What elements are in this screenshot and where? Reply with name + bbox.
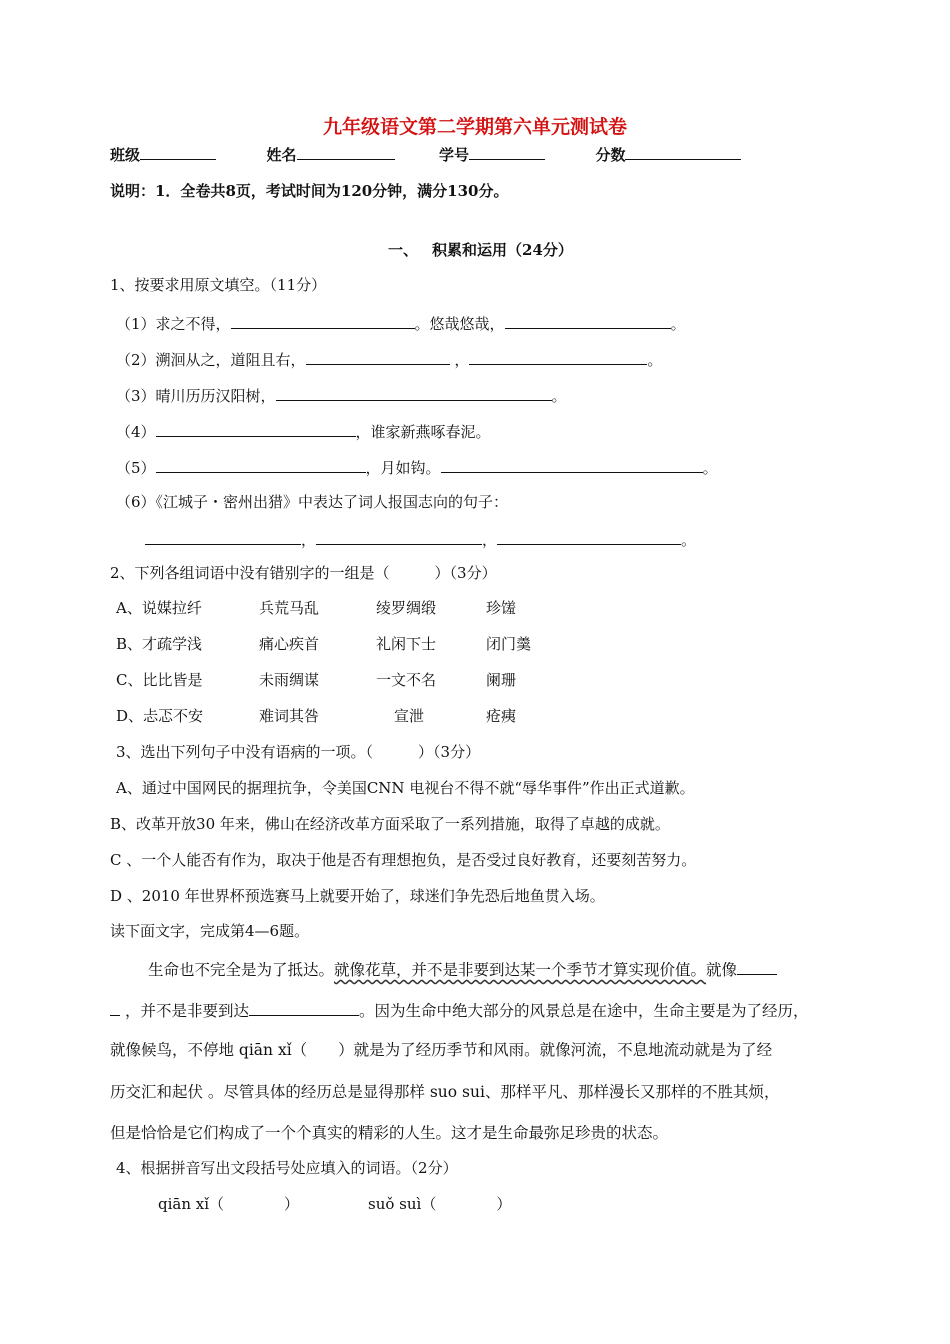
q1-blank[interactable] xyxy=(306,348,450,365)
class-label: 班级 xyxy=(110,146,141,164)
q2-word: 痛心疾首 xyxy=(259,635,320,653)
q2-word: 疮痍 xyxy=(486,707,517,725)
passage-line-4: 历交汇和起伏 。尽管具体的经历总是显得那样 suo sui、那样平凡、那样漫长又那样的不胜其烦， xyxy=(110,1083,780,1101)
q1-blank[interactable] xyxy=(497,528,681,545)
score-label: 分数 xyxy=(595,146,626,164)
q1-blank[interactable] xyxy=(156,456,366,473)
passage-blank[interactable] xyxy=(110,999,120,1016)
score-field[interactable] xyxy=(625,143,741,160)
q2-word: 绫罗绸缎 xyxy=(376,599,437,617)
exam-note: 说明：1．全卷共8页，考试时间为120分钟，满分130分。 xyxy=(110,182,509,200)
q2-word: 兵荒马乱 xyxy=(259,599,320,617)
q1-item-6-sep-b: ， xyxy=(482,531,498,549)
passage-text: ，并不是非要到达 xyxy=(124,1002,249,1020)
q1-item-3-text-a: （3）晴川历历汉阳树， xyxy=(116,387,276,405)
q1-item-5-text-b: ，月如钩。 xyxy=(365,459,441,477)
q2-word: A、说媒拉纤 xyxy=(116,599,202,617)
q1-item-6-sep-c: 。 xyxy=(681,531,697,549)
q2-word: 难词其咎 xyxy=(259,707,320,725)
class-field[interactable] xyxy=(140,143,216,160)
page-title: 九年级语文第二学期第六单元测试卷 xyxy=(322,116,627,138)
passage-line-1 xyxy=(148,958,777,980)
q1-blank[interactable] xyxy=(276,384,552,401)
q4-answer-2[interactable]: suǒ suì（ ） xyxy=(368,1195,512,1213)
q1-blank[interactable] xyxy=(316,528,482,545)
q1-blank[interactable] xyxy=(145,528,301,545)
q1-item-2-text-c: 。 xyxy=(647,351,663,369)
number-label: 学号 xyxy=(438,146,469,164)
q3-option-c: C 、一个人能否有作为，取决于他是否有理想抱负，是否受过良好教育，还要刻苦努力。 xyxy=(110,851,697,869)
q1-blank[interactable] xyxy=(505,312,671,329)
q2-word: D、忐忑不安 xyxy=(116,707,204,725)
passage-blank[interactable] xyxy=(249,999,359,1016)
q2-stem: 2、下列各组词语中没有错别字的一组是（ ）（3分） xyxy=(110,564,497,582)
q1-item-4-text-a: （4） xyxy=(116,423,156,441)
q3-option-b: B、改革开放30 年来，佛山在经济改革方面采取了一系列措施，取得了卓越的成就。 xyxy=(110,815,670,833)
q2-word: 宣泄 xyxy=(394,707,425,725)
q2-word: 礼闲下士 xyxy=(376,635,437,653)
q4-stem: 4、根据拼音写出文段括号处应填入的词语。（2分） xyxy=(116,1159,458,1177)
q2-word: 珍馐 xyxy=(486,599,517,617)
q1-blank[interactable] xyxy=(469,348,647,365)
q1-stem: 1、按要求用原文填空。（11分） xyxy=(110,276,327,294)
passage-line-5: 但是恰恰是它们构成了一个个真实的精彩的人生。这才是生命最弥足珍贵的状态。 xyxy=(110,1124,669,1142)
passage-blank[interactable] xyxy=(737,958,777,975)
passage-line-3: 就像候鸟，不停地 qiān xǐ（ ）就是为了经历季节和风雨。就像河流，不息地流动就是为了经 xyxy=(110,1041,773,1059)
passage-line-2 xyxy=(110,999,808,1021)
q1-item-6-sep-a: ， xyxy=(301,531,317,549)
q1-item-1-text-a: （1）求之不得， xyxy=(116,315,231,333)
q1-item-2-text-a: （2）溯洄从之，道阻且右， xyxy=(116,351,306,369)
q1-item-2-text-b: ， xyxy=(454,351,470,369)
q3-option-d: D 、2010 年世界杯预选赛马上就要开始了，球迷们争先恐后地鱼贯入场。 xyxy=(110,887,605,905)
name-field[interactable] xyxy=(297,143,395,160)
q1-blank[interactable] xyxy=(231,312,415,329)
q1-item-5-text-a: （5） xyxy=(116,459,156,477)
q1-item-3-text-b: 。 xyxy=(551,387,567,405)
q1-blank[interactable] xyxy=(441,456,703,473)
section-number: 一、 xyxy=(388,241,419,259)
passage-text: 就像 xyxy=(706,961,738,979)
passage-text: 生命也不完全是为了抵达。 xyxy=(148,961,335,979)
q1-item-1-text-b: 。悠哉悠哉， xyxy=(414,315,505,333)
q4-answer-1[interactable]: qiān xǐ（ ） xyxy=(158,1195,300,1213)
q2-word: 阑珊 xyxy=(486,671,517,689)
q2-word: C、比比皆是 xyxy=(116,671,203,689)
q2-word: 闭门羹 xyxy=(486,635,532,653)
section-title: 积累和运用（24分） xyxy=(432,241,573,259)
passage-underlined: 就像花草，并不是非要到达某一个季节才算实现价值。 xyxy=(334,961,707,979)
q1-item-3 xyxy=(116,384,567,406)
q1-item-4-text-b: ，谁家新燕啄春泥。 xyxy=(355,423,491,441)
q1-item-1-text-c: 。 xyxy=(670,315,686,333)
q1-item-1 xyxy=(116,312,686,334)
q1-item-5-text-c: 。 xyxy=(702,459,718,477)
reading-intro: 读下面文字，完成第4—6题。 xyxy=(110,922,310,940)
q1-item-4 xyxy=(116,420,491,442)
name-label: 姓名 xyxy=(266,146,297,164)
q2-word: B、才疏学浅 xyxy=(116,635,203,653)
q1-item-6: （6）《江城子・密州出猎》中表达了词人报国志向的句子： xyxy=(116,493,509,511)
q1-item-2 xyxy=(116,348,662,370)
q3-option-a: A、通过中国网民的据理抗争，令美国CNN 电视台不得不就“辱华事件”作出正式道歉。 xyxy=(116,779,695,797)
q1-item-5 xyxy=(116,456,718,478)
header-fields xyxy=(110,143,741,165)
q2-word: 未雨绸谋 xyxy=(259,671,320,689)
number-field[interactable] xyxy=(469,143,545,160)
q1-item-6-blanks xyxy=(145,528,696,550)
q1-blank[interactable] xyxy=(156,420,356,437)
q2-word: 一文不名 xyxy=(376,671,437,689)
q3-stem: 3、选出下列句子中没有语病的一项。（ ）（3分） xyxy=(116,743,481,761)
passage-text: 。因为生命中绝大部分的风景总是在途中，生命主要是为了经历， xyxy=(358,1002,809,1020)
